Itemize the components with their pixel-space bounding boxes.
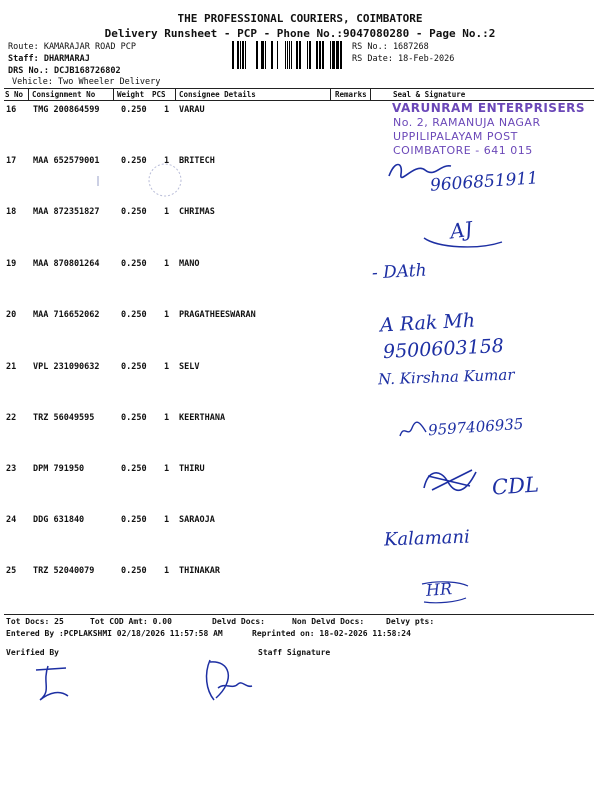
row-sno: 18 [6, 207, 17, 217]
row-weight: 0.250 [121, 207, 147, 217]
row-consignee: KEERTHANA [179, 413, 226, 423]
col-header-sno: S No [5, 90, 24, 99]
verified-by-label: Verified By [6, 648, 59, 657]
handwritten-name: A Rak Mh [379, 309, 476, 337]
total-docs: Tot Docs: 25 [6, 617, 64, 626]
table-row [0, 566, 600, 617]
row-pcs: 1 [164, 413, 170, 423]
row-sno: 23 [6, 464, 17, 474]
signature-stroke [418, 212, 508, 252]
row-sno: 16 [6, 105, 17, 115]
row-consignee: SELV [179, 362, 200, 372]
row-weight: 0.250 [121, 566, 147, 576]
row-pcs: 1 [164, 156, 170, 166]
signature-scribble [398, 418, 430, 442]
col-header-remarks: Remarks [335, 90, 367, 99]
row-consignment: MAA 716652062 [33, 310, 100, 320]
row-sno: 24 [6, 515, 17, 525]
delivery-points: Delvy pts: [386, 617, 435, 626]
row-consignment: DDG 631840 [33, 515, 85, 525]
row-sno: 22 [6, 413, 17, 423]
col-header-consignment: Consignment No [32, 90, 96, 99]
row-weight: 0.250 [121, 464, 147, 474]
row-weight: 0.250 [121, 515, 147, 525]
row-weight: 0.250 [121, 310, 147, 320]
row-consignee: THINAKAR [179, 566, 220, 576]
col-divider [175, 88, 176, 100]
stamp-line-4: COIMBATORE - 641 015 [393, 144, 533, 157]
row-consignee: PRAGATHEESWARAN [179, 310, 256, 320]
handwritten-phone: 9606851911 [429, 168, 539, 196]
row-consignment: DPM 791950 [33, 464, 85, 474]
row-consignment: VPL 231090632 [33, 362, 100, 372]
row-consignment: MAA 870801264 [33, 259, 100, 269]
row-consignee: VARAU [179, 105, 205, 115]
row-pcs: 1 [164, 310, 170, 320]
col-divider [28, 88, 29, 100]
handwritten-name: Kalamani [383, 526, 471, 551]
row-pcs: 1 [164, 362, 170, 372]
table-top-rule [4, 88, 594, 89]
row-sno: 20 [6, 310, 17, 320]
drs-number: DRS No.: DCJB168726802 [8, 66, 121, 76]
col-header-seal: Seal & Signature [393, 90, 466, 99]
row-consignment: TRZ 52040079 [33, 566, 95, 576]
col-header-consignee: Consignee Details [179, 90, 256, 99]
total-cod-amount: Tot COD Amt: 0.00 [90, 617, 172, 626]
row-sno: 25 [6, 566, 17, 576]
row-sno: 17 [6, 156, 17, 166]
rs-date: RS Date: 18-Feb-2026 [352, 54, 455, 64]
vehicle: Vehicle: Two Wheeler Delivery [12, 77, 161, 87]
row-pcs: 1 [164, 566, 170, 576]
col-divider [330, 88, 331, 100]
handwritten-signature: CDL [491, 472, 540, 500]
stamp-line-3: UPPILIPALAYAM POST [393, 130, 518, 143]
row-consignment: MAA 872351827 [33, 207, 100, 217]
table-row [0, 310, 600, 364]
row-consignee: THIRU [179, 464, 205, 474]
staff-signature [196, 654, 256, 706]
col-header-pcs: PCS [152, 90, 166, 99]
staff-signature-label: Staff Signature [258, 648, 331, 657]
rs-number: RS No.: 1687268 [352, 42, 429, 52]
route: Route: KAMARAJAR ROAD PCP [8, 42, 136, 52]
signature-underline [420, 578, 470, 606]
row-weight: 0.250 [121, 413, 147, 423]
row-consignee: MANO [179, 259, 200, 269]
handwritten-phone: 9597406935 [427, 414, 524, 440]
faint-stamp-mark [140, 160, 190, 200]
document-subtitle: Delivery Runsheet - PCP - Phone No.:9047080280 - Page No.:2 [104, 27, 496, 40]
row-pcs: 1 [164, 105, 170, 115]
table-row [0, 207, 600, 258]
stamp-line-1: VARUNRAM ENTERPRISERS [392, 101, 586, 115]
row-pcs: 1 [164, 259, 170, 269]
signature-scribble [418, 462, 483, 498]
footer-rule [4, 614, 594, 615]
row-consignee: BRITECH [179, 156, 215, 166]
document-title: THE PROFESSIONAL COURIERS, COIMBATORE [177, 12, 423, 25]
handwritten-name: N. Kirshna Kumar [377, 365, 515, 389]
stamp-line-2: No. 2, RAMANUJA NAGAR [393, 116, 541, 129]
row-pcs: 1 [164, 464, 170, 474]
handwritten-phone: 9500603158 [382, 334, 505, 364]
col-divider [370, 88, 371, 100]
table-row [0, 515, 600, 566]
handwritten-initials: HR [425, 579, 453, 600]
entered-by: Entered By :PCPLAKSHMI 02/18/2026 11:57:58 AM [6, 629, 223, 638]
row-pcs: 1 [164, 515, 170, 525]
row-sno: 21 [6, 362, 17, 372]
delivered-docs: Delvd Docs: [212, 617, 265, 626]
row-consignment: TRZ 56049595 [33, 413, 95, 423]
handwritten-signature: AJ [448, 216, 475, 244]
row-consignee: CHRIMAS [179, 207, 215, 217]
handwritten-signature: - DAth [371, 260, 428, 284]
row-weight: 0.250 [121, 362, 147, 372]
row-weight: 0.250 [121, 156, 147, 166]
col-divider [113, 88, 114, 100]
reprinted-on: Reprinted on: 18-02-2026 11:58:24 [252, 629, 411, 638]
row-pcs: 1 [164, 207, 170, 217]
barcode [232, 41, 347, 69]
row-consignment: MAA 652579001 [33, 156, 100, 166]
row-consignee: SARAOJA [179, 515, 215, 525]
verifier-signature [30, 660, 80, 706]
row-weight: 0.250 [121, 259, 147, 269]
row-weight: 0.250 [121, 105, 147, 115]
non-delivered-docs: Non Delvd Docs: [292, 617, 365, 626]
col-header-weight: Weight [117, 90, 145, 99]
row-sno: 19 [6, 259, 17, 269]
staff: Staff: DHARMARAJ [8, 54, 90, 64]
row-consignment: TMG 200864599 [33, 105, 100, 115]
table-row [0, 259, 600, 310]
